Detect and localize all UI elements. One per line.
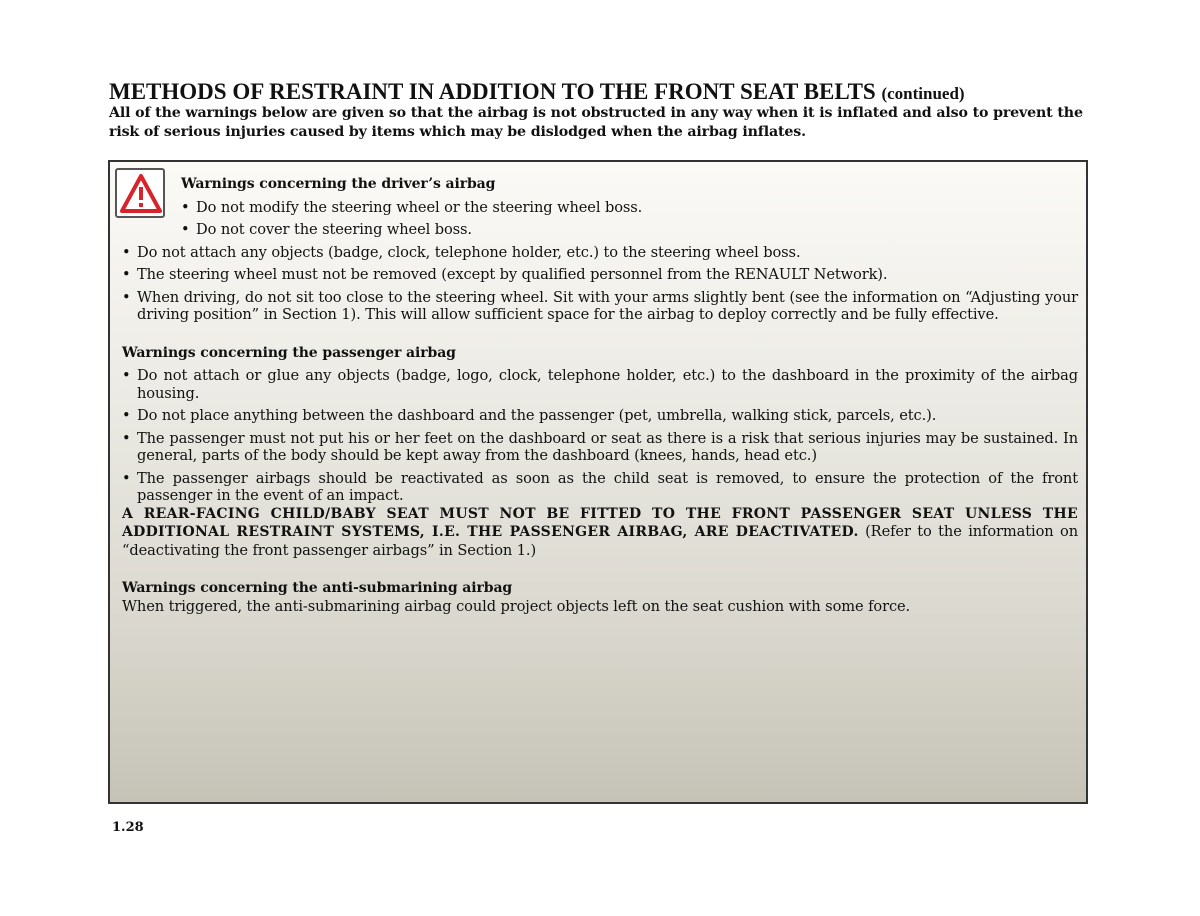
passenger-item: • The passenger must not put his or her feet on the dashboard or seat as there is a risk that serious injuries may be sustained. In general, parts of the body should be kept away from the dashboard (knees, hands, head etc.) [122, 430, 1078, 465]
child-seat-caps: A REAR-FACING CHILD/BABY SEAT MUST NOT BE FITTED TO THE FRONT PASSENGER SEAT UNLESS THE ADDITIONAL RESTRAINT SYSTEMS, I.E. THE PASSENGER AIRBAG, ARE DEACTIVATED. [122, 505, 1078, 540]
page-number: 1.28 [112, 820, 144, 835]
driver-item: • Do not attach any objects (badge, clock, telephone holder, etc.) to the steering wheel boss. [122, 244, 1078, 262]
child-seat-warning [122, 505, 1078, 560]
driver-indented-item: • Do not cover the steering wheel boss. [181, 221, 1078, 239]
passenger-item: • Do not place anything between the dashboard and the passenger (pet, umbrella, walking stick, parcels, etc.). [122, 407, 1078, 425]
warning-box [108, 160, 1088, 804]
passenger-airbag-heading: Warnings concerning the passenger airbag [122, 344, 456, 361]
page-title [109, 79, 1099, 107]
child-seat-note: (Refer to the information on “deactivating the front passenger airbags” in Section 1.) [122, 523, 1079, 559]
driver-indented-item: • Do not modify the steering wheel or the steering wheel boss. [181, 199, 1078, 217]
passenger-item: • The passenger airbags should be reactivated as soon as the child seat is removed, to ensure the protection of the front passenger in the event of an impact. [122, 470, 1078, 505]
intro-paragraph: All of the warnings below are given so that the airbag is not obstructed in any way when it is inflated and also to prevent the risk of serious injuries caused by items which may be dislodged when the airbag inflates. [109, 105, 1083, 140]
driver-airbag-heading: Warnings concerning the driver’s airbag [181, 176, 496, 192]
passenger-item: • Do not attach or glue any objects (badge, logo, clock, telephone holder, etc.) to the dashboard in the proximity of the airbag housing. [122, 367, 1078, 402]
anti-submarining-text: When triggered, the anti-submarining airbag could project objects left on the seat cushion with some force. [122, 597, 911, 615]
driver-item: • When driving, do not sit too close to the steering wheel. Sit with your arms slightly bent (see the information on “Adjusting your driving position” in Section 1). This will allow sufficient space for the airbag to deploy correctly and be fully effective. [122, 289, 1078, 324]
warning-box-content [122, 176, 1078, 615]
title-main: METHODS OF RESTRAINT IN ADDITION TO THE FRONT SEAT BELTS [109, 79, 876, 104]
driver-item: • The steering wheel must not be removed (except by qualified personnel from the RENAULT Network). [122, 266, 1078, 284]
title-continued: (continued) [881, 84, 965, 103]
anti-submarining-heading: Warnings concerning the anti-submarining airbag [122, 580, 513, 596]
